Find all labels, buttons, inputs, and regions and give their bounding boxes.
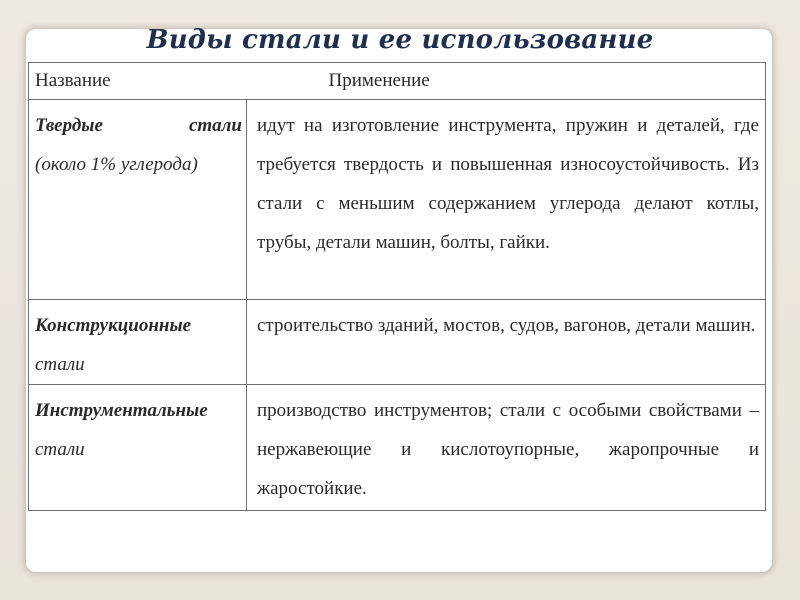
table-row bbox=[29, 100, 766, 300]
steel-name-cell bbox=[29, 385, 247, 511]
steel-use-cell: производство инструментов; стали с особыми свойствами – нержавеющие и кислотоупорные, жаропрочные и жаростойкие. bbox=[247, 385, 766, 511]
steel-name: Твердые стали bbox=[35, 115, 242, 136]
slide-title: Виды стали и ее использование bbox=[146, 25, 654, 55]
steel-types-table bbox=[28, 62, 766, 511]
steel-use-cell: идут на изготовление инструмента, пружин и деталей, где требуется твердость и повышенная износоустойчивость. Из стали с меньшим содержанием углерода делают котлы, трубы, детали машин, болты, гайки. bbox=[247, 100, 766, 300]
steel-name: Инструментальные bbox=[35, 400, 208, 421]
table-row bbox=[29, 300, 766, 385]
steel-name-cell bbox=[29, 300, 247, 385]
table-row bbox=[29, 385, 766, 511]
table-header-row bbox=[29, 63, 766, 100]
steel-name-note: стали bbox=[35, 354, 85, 375]
steel-name-cell bbox=[29, 100, 247, 300]
steel-name: Конструкционные bbox=[35, 315, 192, 336]
steel-name-note: (около 1% углерода) bbox=[35, 154, 198, 175]
steel-use-cell: строительство зданий, мостов, судов, вагонов, детали машин. bbox=[247, 300, 766, 385]
header-use: Применение bbox=[247, 63, 766, 100]
steel-name-note: стали bbox=[35, 439, 85, 460]
header-name: Название bbox=[29, 63, 247, 100]
